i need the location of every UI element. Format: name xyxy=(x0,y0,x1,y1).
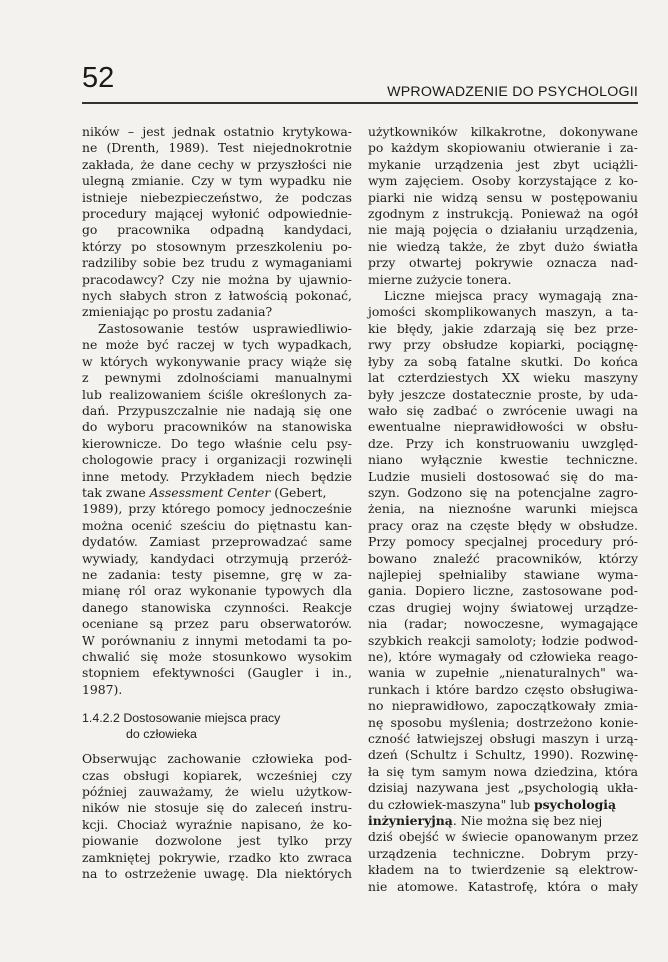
text-line: nę sposobu myślenia; dostrzeżono konie- xyxy=(368,714,638,730)
text-line: chwalić się może stosunkowo wysokim xyxy=(82,649,352,664)
text-line: niano wyłącznie kwestie techniczne. xyxy=(368,452,638,468)
text-line: Przy pomocy specjalnej procedury pró- xyxy=(368,534,638,550)
text-line: po każdym skopiowaniu otwieranie i za- xyxy=(368,140,638,156)
text-line: dań. Przypuszczalnie nie nadają się one xyxy=(82,402,352,418)
text-line: ne), które wymagały od człowieka reago- xyxy=(368,649,638,664)
text-line: kierownicze. Do tego właśnie celu psy- xyxy=(82,435,352,451)
text-line: szybkich reakcji samoloty; łodzie podwod- xyxy=(368,632,638,648)
text-line: którzy po stosownym przeszkoleniu po- xyxy=(82,238,352,254)
text-fragment: (Gebert, xyxy=(270,484,327,500)
text-line: piarki nie widzą sensu w postępowaniu xyxy=(368,189,638,205)
text-line: nie mają pojęcia o działaniu urządzenia, xyxy=(368,222,638,238)
text-line: mianę ról oraz wykonanie typowych dla xyxy=(82,583,352,599)
text-line xyxy=(368,813,638,829)
text-line: ników nie stosuje się do zaleceń instru- xyxy=(82,800,352,816)
text-line: łyby za sobą fatalne skutki. Do końca xyxy=(368,353,638,369)
text-line: go pracownika odpadną kandydaci, xyxy=(82,222,352,238)
text-line: zakłada, że dane cechy w przyszłości nie xyxy=(82,156,352,172)
text-fragment: . Nie można się bez niej xyxy=(452,813,603,829)
text-line: najlepiej spełnialiby stawiane wyma- xyxy=(368,566,638,582)
paragraph xyxy=(368,124,638,288)
text-line: czas drugiej wojny światowej urządze- xyxy=(368,599,638,615)
italic-term: Assessment Center xyxy=(149,484,271,500)
text-line: radziliby sobie bez trudu z wymaganiami xyxy=(82,255,352,271)
text-line: na to ostrzeżenie uwagę. Dla niektórych xyxy=(82,866,352,882)
text-line: później zauważamy, że wielu użytkow- xyxy=(82,784,352,800)
text-fragment: du człowiek-maszyna" lub xyxy=(368,796,535,812)
text-line: ne (Drenth, 1989). Test niejednokrotnie xyxy=(82,140,352,156)
text-line: kładem na to twierdzenie są elektrow- xyxy=(368,862,638,878)
text-line: czas obsługi kopiarek, wcześniej czy xyxy=(82,767,352,783)
paragraph xyxy=(82,751,352,882)
text-line: Liczne miejsca pracy wymagają zna- xyxy=(384,288,638,304)
text-line: zgodnym z instrukcją. Ponieważ na ogół xyxy=(368,206,638,222)
subsection-heading: do człowieka xyxy=(126,727,197,742)
text-line: dziś obejść w świecie opanowanym przez xyxy=(368,829,638,845)
text-line: ewentualne nieprawidłowości w obsłu- xyxy=(368,419,638,435)
text-line: były jeszcze dostatecznie proste, by uda- xyxy=(368,386,638,402)
spacer xyxy=(82,742,352,751)
text-line: piowanie dozwolone jest tylko przy xyxy=(82,833,352,849)
text-line: nych słabych stron z łatwością pokonać, xyxy=(82,288,352,304)
text-line: bowano znaleźć pracowników, którzy xyxy=(368,550,638,566)
text-line: 1989), przy którego pomocy jednocześnie xyxy=(82,501,352,517)
text-line: lub realizowaniem ściśle określonych za- xyxy=(82,386,352,402)
text-line: nie atomowe. Katastrofę, która o mały xyxy=(368,878,638,894)
text-line: pracy oraz na częste błędy w obsłudze. xyxy=(368,517,638,533)
running-head: WPROWADZENIE DO PSYCHOLOGII xyxy=(387,84,638,100)
text-line: runkach i które bardzo często obsługiwa- xyxy=(368,681,638,697)
text-line: dze. Przy ich konstruowaniu uwzględ- xyxy=(368,435,638,451)
text-line: ulegną zmianie. Czy w tym wypadku nie xyxy=(82,173,352,189)
text-line: żenia, na nieznośne warunki miejsca xyxy=(368,501,638,517)
text-line: czność łatwiejszej obsługi maszyn i urzą- xyxy=(368,731,638,747)
text-line: do wyboru pracowników na stanowiska xyxy=(82,419,352,435)
text-line: z pewnymi zdolnościami manualnymi xyxy=(82,370,352,386)
text-line: można ocenić sześciu do piętnastu kan- xyxy=(82,517,352,533)
bold-term: psychologią xyxy=(534,796,617,812)
paragraph xyxy=(82,321,352,698)
text-line: danego stanowiska czynności. Reakcje xyxy=(82,599,352,615)
text-line: dzisiaj nazywana jest „psychologią ukła- xyxy=(368,780,638,796)
text-line: inne metody. Przykładem niech będzie xyxy=(82,468,352,484)
text-line: nia (radar; nowoczesne, wymagające xyxy=(368,616,638,632)
text-line: użytkowników kilkakrotne, dokonywane xyxy=(368,124,638,139)
text-line xyxy=(368,797,638,813)
text-line: pracodawcy? Czy nie można by ujawnio- xyxy=(82,271,352,287)
text-line: w których wykonywanie pracy wiąże się xyxy=(82,353,352,369)
text-line: stopniem efektywności (Gaugler i in., xyxy=(82,665,352,681)
text-fragment: tak zwane xyxy=(82,484,150,500)
text-line: przy otwartej pokrywie oznacza nad- xyxy=(368,255,638,271)
text-line: no nieprawidłowo, zapoczątkowały zmia- xyxy=(368,698,638,714)
text-line: rwy przy obsłudze kopiarki, pociągnę- xyxy=(368,337,638,353)
text-line: Zastosowanie testów usprawiedliwio- xyxy=(98,320,352,336)
text-line xyxy=(82,485,352,501)
text-line: nie wiedzą także, że zbyt dużo światła xyxy=(368,238,638,254)
spacer xyxy=(82,698,352,710)
text-line: ne zadania: testy pisemne, grę w za- xyxy=(82,566,352,582)
page-number: 52 xyxy=(82,62,115,94)
text-line: kie błędy, jakie zdarzają się bez prze- xyxy=(368,320,638,336)
text-line: ne może być raczej w tych wypadkach, xyxy=(82,337,352,353)
text-line: Ludzie musieli dostosować się do ma- xyxy=(368,468,638,484)
text-line: dzeń (Schultz i Schultz, 1990). Rozwinę- xyxy=(368,747,638,763)
paragraph xyxy=(368,288,638,895)
header-divider xyxy=(82,102,638,104)
text-line: ników – jest jednak ostatnio krytykowa- xyxy=(82,124,352,139)
text-line: urządzenia techniczne. Dobrym przy- xyxy=(368,845,638,861)
text-line: dydatów. Zamiast przeprowadzać same xyxy=(82,534,352,550)
paragraph xyxy=(82,124,352,321)
bold-term: inżynieryjną xyxy=(368,813,453,829)
text-line: lat czterdziestych XX wieku maszyny xyxy=(368,370,638,386)
text-line: oceniane są przez paru obserwatorów. xyxy=(82,616,352,632)
left-column xyxy=(82,124,352,882)
text-line: zmieniając po prostu zadania? xyxy=(82,304,273,320)
text-line: 1987). xyxy=(82,681,123,697)
text-line: chologowie pracy i organizacji rozwinęli xyxy=(82,452,352,468)
text-line: procedury mającej wyłonić odpowiednie- xyxy=(82,206,352,222)
right-column xyxy=(368,124,638,895)
text-line: W porównaniu z innymi metodami ta po- xyxy=(82,632,352,648)
text-line: mierne zużycie tonera. xyxy=(368,271,512,287)
text-line: istnieje niebezpieczeństwo, że podczas xyxy=(82,189,352,205)
text-line: wało się zadbać o zwrócenie uwagi na xyxy=(368,402,638,418)
text-line: kcji. Chociaż wyraźnie napisano, że ko- xyxy=(82,816,352,832)
text-line: szyn. Godzono się na potencjalne zagro- xyxy=(368,484,638,500)
text-line: Obserwując zachowanie człowieka pod- xyxy=(82,751,352,767)
text-line: mykanie urządzenia jest zbyt uciążli- xyxy=(368,156,638,172)
text-line: ła się tym samym nowa dziedzina, która xyxy=(368,763,638,779)
text-line: wywiady, kandydaci otrzymują przeróż- xyxy=(82,550,352,566)
subsection-heading: 1.4.2.2 Dostosowanie miejsca pracy xyxy=(82,711,281,726)
text-line: wania w zupełnie „nienaturalnych" wa- xyxy=(368,665,638,681)
text-line: jomości skomplikowanych maszyn, a ta- xyxy=(368,304,638,320)
text-line: gania. Dopiero liczne, zastosowane pod- xyxy=(368,583,638,599)
text-line: zamkniętej pokrywie, rzadko kto zwraca xyxy=(82,849,352,865)
text-line: wym zajęciem. Osoby korzystające z ko- xyxy=(368,173,638,189)
